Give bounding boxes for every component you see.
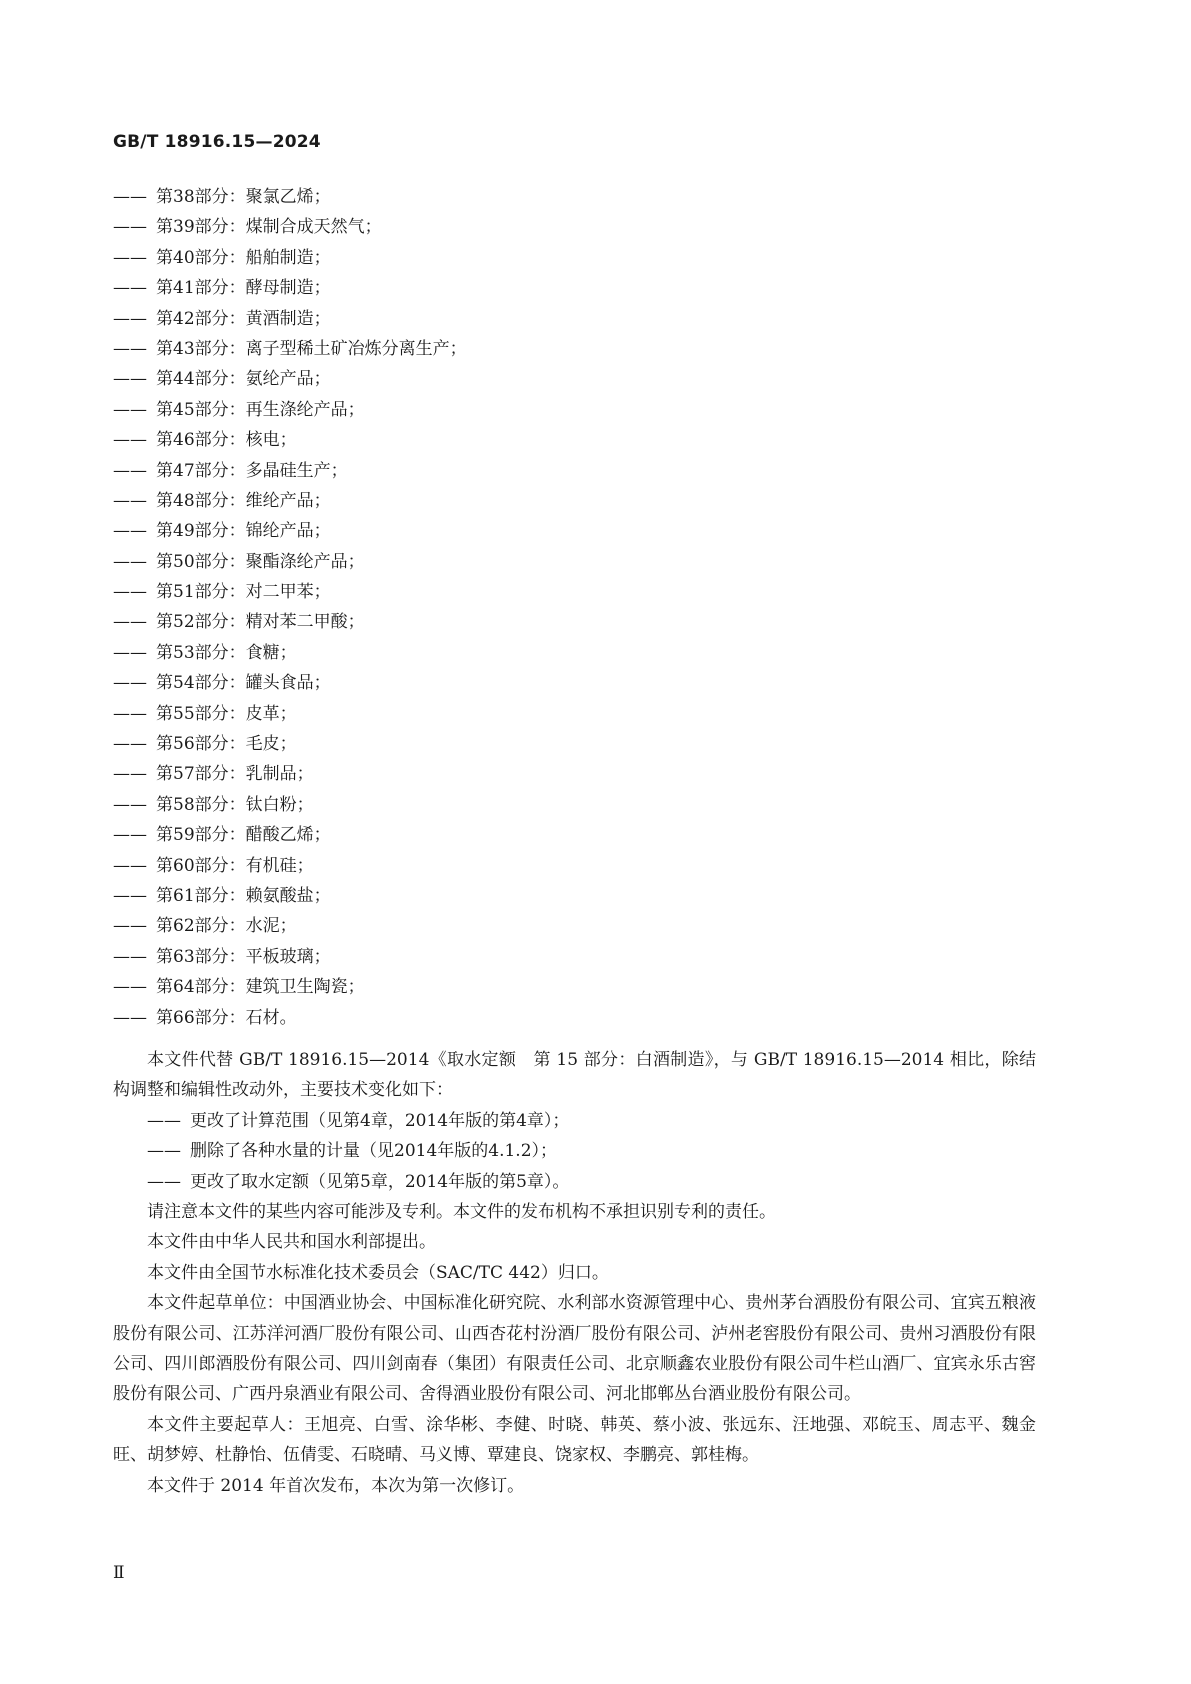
list-item-text: 第56部分：毛皮； xyxy=(156,734,297,755)
list-item-text: 第53部分：食糖； xyxy=(156,642,297,663)
dash: —— xyxy=(113,430,147,451)
list-item xyxy=(113,516,467,546)
change-item-text: 删除了各种水量的计量（见2014年版的4.1.2）； xyxy=(190,1141,558,1162)
dash: —— xyxy=(113,764,147,785)
list-item xyxy=(113,820,467,850)
list-item-text: 第57部分：乳制品； xyxy=(156,764,314,785)
dash: —— xyxy=(113,794,147,815)
list-item xyxy=(113,547,467,577)
dash: —— xyxy=(113,369,147,390)
list-item-text: 第64部分：建筑卫生陶瓷； xyxy=(156,977,365,998)
dash: —— xyxy=(113,642,147,663)
dash: —— xyxy=(113,338,147,359)
list-item xyxy=(113,364,467,394)
list-item xyxy=(113,212,467,242)
list-item xyxy=(113,243,467,273)
drafting-units: 本文件起草单位：中国酒业协会、中国标准化研究院、水利部水资源管理中心、贵州茅台酒股份有限公司、宜宾五粮液股份有限公司、江苏洋河酒厂股份有限公司、山西杏花村汾酒厂股份有限公司、泸州老窖股份有限公司、贵州习酒股份有限公司、四川郎酒股份有限公司、四川剑南春（集团）有限责任公司、北京顺鑫农业股份有限公司牛栏山酒厂、宜宾永乐古窖股份有限公司、广西丹泉酒业有限公司、舍得酒业股份有限公司、河北邯郸丛台酒业股份有限公司。 xyxy=(113,1293,1036,1405)
list-item-text: 第44部分：氨纶产品； xyxy=(156,369,331,390)
dash: —— xyxy=(113,734,147,755)
dash: —— xyxy=(113,855,147,876)
page-number: Ⅱ xyxy=(113,1563,125,1583)
list-item xyxy=(113,607,467,637)
list-item xyxy=(113,577,467,607)
parts-list xyxy=(113,182,467,1033)
history-note: 本文件于 2014 年首次发布，本次为第一次修订。 xyxy=(147,1475,525,1496)
list-item xyxy=(113,729,467,759)
dash: —— xyxy=(113,703,147,724)
dash: —— xyxy=(147,1141,181,1162)
list-item-text: 第45部分：再生涤纶产品； xyxy=(156,399,365,420)
list-item xyxy=(113,881,467,911)
dash: —— xyxy=(113,490,147,511)
dash: —— xyxy=(113,521,147,542)
dash: —— xyxy=(113,247,147,268)
change-item xyxy=(113,1136,1036,1166)
list-item-text: 第66部分：石材。 xyxy=(156,1007,297,1028)
list-item-text: 第42部分：黄酒制造； xyxy=(156,308,331,329)
list-item-text: 第52部分：精对苯二甲酸； xyxy=(156,612,365,633)
list-item xyxy=(113,273,467,303)
change-item-text: 更改了计算范围（见第4章，2014年版的第4章）； xyxy=(190,1110,570,1131)
list-item xyxy=(113,759,467,789)
standard-code-header: GB/T 18916.15—2024 xyxy=(113,132,321,152)
list-item xyxy=(113,942,467,972)
list-item xyxy=(113,456,467,486)
dash: —— xyxy=(113,1007,147,1028)
list-item xyxy=(113,638,467,668)
dash: —— xyxy=(113,217,147,238)
centralized-by: 本文件由全国节水标准化技术委员会（SAC/TC 442）归口。 xyxy=(147,1262,609,1283)
list-item-text: 第63部分：平板玻璃； xyxy=(156,946,331,967)
dash: —— xyxy=(147,1171,181,1192)
list-item xyxy=(113,790,467,820)
list-item-text: 第62部分：水泥； xyxy=(156,916,297,937)
change-item xyxy=(113,1167,1036,1197)
dash: —— xyxy=(113,946,147,967)
proposed-by: 本文件由中华人民共和国水利部提出。 xyxy=(147,1232,436,1253)
list-item xyxy=(113,486,467,516)
patent-note: 请注意本文件的某些内容可能涉及专利。本文件的发布机构不承担识别专利的责任。 xyxy=(147,1202,776,1223)
dash: —— xyxy=(113,460,147,481)
list-item-text: 第48部分：维纶产品； xyxy=(156,490,331,511)
list-item-text: 第50部分：聚酯涤纶产品； xyxy=(156,551,365,572)
list-item-text: 第59部分：醋酸乙烯； xyxy=(156,825,331,846)
list-item-text: 第43部分：离子型稀土矿冶炼分离生产； xyxy=(156,338,467,359)
list-item xyxy=(113,972,467,1002)
list-item xyxy=(113,425,467,455)
list-item xyxy=(113,304,467,334)
list-item-text: 第51部分：对二甲苯； xyxy=(156,582,331,603)
list-item-text: 第58部分：钛白粉； xyxy=(156,794,314,815)
dash: —— xyxy=(113,916,147,937)
list-item xyxy=(113,911,467,941)
list-item xyxy=(113,395,467,425)
list-item-text: 第49部分：锦纶产品； xyxy=(156,521,331,542)
list-item-text: 第47部分：多晶硅生产； xyxy=(156,460,348,481)
dash: —— xyxy=(113,885,147,906)
list-item xyxy=(113,668,467,698)
list-item-text: 第46部分：核电； xyxy=(156,430,297,451)
list-item-text: 第54部分：罐头食品； xyxy=(156,673,331,694)
list-item xyxy=(113,334,467,364)
list-item-text: 第41部分：酵母制造； xyxy=(156,278,331,299)
list-item xyxy=(113,851,467,881)
list-item-text: 第38部分：聚氯乙烯； xyxy=(156,187,331,207)
list-item-text: 第61部分：赖氨酸盐； xyxy=(156,885,331,906)
list-item-text: 第39部分：煤制合成天然气； xyxy=(156,217,382,238)
dash: —— xyxy=(113,187,147,207)
dash: —— xyxy=(113,612,147,633)
dash: —— xyxy=(113,673,147,694)
list-item-text: 第40部分：船舶制造； xyxy=(156,247,331,268)
replace-paragraph: 本文件代替 GB/T 18916.15—2014《取水定额 第 15 部分：白酒制造》，与 GB/T 18916.15—2014 相比，除结构调整和编辑性改动外，主要技术变化如下： xyxy=(113,1050,1036,1101)
dash: —— xyxy=(113,582,147,603)
foreword-body xyxy=(113,1045,1036,1501)
list-item xyxy=(113,699,467,729)
dash: —— xyxy=(113,399,147,420)
dash: —— xyxy=(113,551,147,572)
list-item-text: 第60部分：有机硅； xyxy=(156,855,314,876)
change-item xyxy=(113,1106,1036,1136)
dash: —— xyxy=(113,977,147,998)
change-item-text: 更改了取水定额（见第5章，2014年版的第5章）。 xyxy=(190,1171,570,1192)
dash: —— xyxy=(147,1110,181,1131)
list-item-text: 第55部分：皮革； xyxy=(156,703,297,724)
list-item xyxy=(113,1003,467,1033)
list-item xyxy=(113,182,467,212)
dash: —— xyxy=(113,308,147,329)
drafters: 本文件主要起草人：王旭亮、白雪、涂华彬、李健、时晓、韩英、蔡小波、张远东、汪地强、邓皖玉、周志平、魏金旺、胡梦婷、杜静怡、伍倩雯、石晓晴、马义博、覃建良、饶家权、李鹏亮、郭桂梅。 xyxy=(113,1414,1036,1466)
dash: —— xyxy=(113,278,147,299)
dash: —— xyxy=(113,825,147,846)
